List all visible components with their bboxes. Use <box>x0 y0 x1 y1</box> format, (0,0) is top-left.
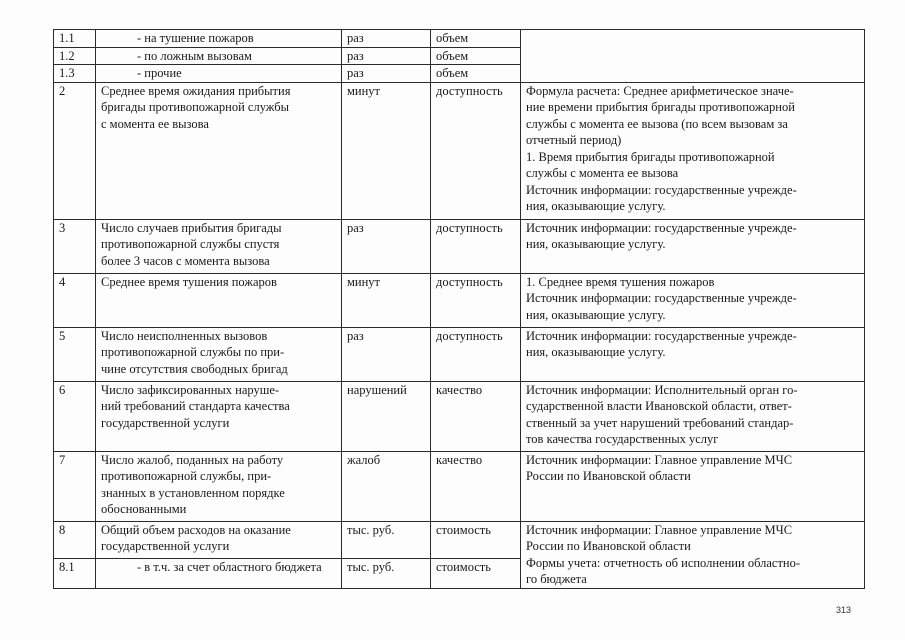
note-line: России по Ивановской области <box>526 539 691 553</box>
note-line: Источник информации: государственные учрежде- <box>526 220 797 235</box>
indicator-name-line: обоснованными <box>101 502 187 516</box>
unit-cell <box>342 47 431 65</box>
indicator-type-cell <box>431 47 521 65</box>
row-number: 4 <box>59 274 66 289</box>
note-cell <box>521 273 865 327</box>
table-row <box>54 327 865 381</box>
indicator-type-cell <box>431 381 521 451</box>
indicator-type-text: объем <box>436 31 469 45</box>
note-cell <box>521 521 865 588</box>
table-row <box>54 219 865 273</box>
row-number: 6 <box>59 382 66 397</box>
indicator-name-line: Среднее время тушения пожаров <box>101 274 277 289</box>
indicator-type-text: доступность <box>436 220 503 235</box>
indicator-name-line: Число случаев прибытия бригады <box>101 220 282 235</box>
row-number-cell <box>54 30 96 48</box>
unit-cell <box>342 558 431 588</box>
table-row <box>54 82 865 219</box>
indicator-type-cell <box>431 273 521 327</box>
indicator-type-text: стоимость <box>436 522 491 537</box>
note-line: тов качества государственных услуг <box>526 432 719 446</box>
note-line: го бюджета <box>526 572 587 586</box>
unit-text: раз <box>347 66 364 80</box>
row-number: 5 <box>59 328 66 343</box>
note-cell <box>521 327 865 381</box>
unit-text: минут <box>347 274 381 289</box>
row-number: 1.2 <box>59 48 75 63</box>
indicator-type-text: качество <box>436 452 483 467</box>
indicator-name-line: Число жалоб, поданных на работу <box>101 452 284 467</box>
indicator-name-line: более 3 часов с момента вызова <box>101 253 270 268</box>
indicator-name-line: Среднее время ожидания прибытия <box>101 83 291 98</box>
indicator-name-line: ний требований стандарта качества <box>101 399 290 413</box>
indicator-type-cell <box>431 219 521 273</box>
row-number-cell <box>54 65 96 83</box>
row-number-cell <box>54 219 96 273</box>
note-line: Источник информации: государственные учрежде- <box>526 182 797 197</box>
note-line: ния, оказывающие услугу. <box>526 199 666 213</box>
note-cell <box>521 82 865 219</box>
unit-text: тыс. руб. <box>347 522 395 537</box>
unit-text: жалоб <box>347 452 381 467</box>
row-number-cell <box>54 273 96 327</box>
indicator-type-text: качество <box>436 382 483 397</box>
indicator-name-line: Число зафиксированных наруше- <box>101 382 280 397</box>
unit-cell <box>342 65 431 83</box>
note-cell <box>521 219 865 273</box>
indicator-name-line: знанных в установленном порядке <box>101 485 285 500</box>
indicator-name-cell <box>96 273 342 327</box>
indicator-name-line: чине отсутствия свободных бригад <box>101 361 288 376</box>
unit-cell <box>342 381 431 451</box>
indicator-name-cell <box>96 327 342 381</box>
note-line: Формула расчета: Среднее арифметическое значе- <box>526 83 794 98</box>
indicator-name-line: бригады противопожарной службы <box>101 100 290 114</box>
unit-cell <box>342 451 431 521</box>
indicator-type-text: доступность <box>436 274 503 289</box>
indicator-name-cell <box>96 82 342 219</box>
indicator-name-line: - в т.ч. за счет областного бюджета <box>137 559 322 574</box>
unit-text: раз <box>347 48 364 63</box>
unit-text: раз <box>347 328 364 343</box>
row-number-cell <box>54 558 96 588</box>
table-row <box>54 273 865 327</box>
indicator-type-text: объем <box>436 66 469 80</box>
row-number-cell <box>54 451 96 521</box>
indicator-name-cell <box>96 451 342 521</box>
row-number: 7 <box>59 452 66 467</box>
indicator-name-line: противопожарной службы спустя <box>101 237 280 251</box>
row-number-cell <box>54 47 96 65</box>
note-line: сударственной власти Ивановской области, ответ- <box>526 399 792 413</box>
indicator-name-cell <box>96 47 342 65</box>
unit-text: нарушений <box>347 382 407 397</box>
indicator-type-text: доступность <box>436 83 503 98</box>
row-number: 1.3 <box>59 66 75 80</box>
row-number-cell <box>54 381 96 451</box>
note-line: ния, оказывающие услугу. <box>526 345 666 359</box>
indicator-type-cell <box>431 82 521 219</box>
unit-cell <box>342 219 431 273</box>
indicator-type-text: доступность <box>436 328 503 343</box>
row-number-cell <box>54 82 96 219</box>
unit-text: тыс. руб. <box>347 559 395 574</box>
note-line: службы с момента ее вызова <box>526 166 679 180</box>
row-number-cell <box>54 521 96 558</box>
row-number: 8.1 <box>59 559 75 574</box>
indicator-name-cell <box>96 219 342 273</box>
note-line: ния, оказывающие услугу. <box>526 307 666 322</box>
note-line: Источник информации: Исполнительный орган го- <box>526 382 798 397</box>
unit-cell <box>342 327 431 381</box>
unit-text: раз <box>347 220 364 235</box>
indicator-type-cell <box>431 65 521 83</box>
note-line: отчетный период) <box>526 133 622 147</box>
table-row <box>54 381 865 451</box>
note-line: Источник информации: Главное управление МЧС <box>526 522 793 537</box>
note-line: ственный за учет нарушений требований стандар- <box>526 415 794 430</box>
indicator-name-line: - по ложным вызовам <box>137 48 252 63</box>
note-cell <box>521 30 865 83</box>
table-row <box>54 521 865 558</box>
row-number: 3 <box>59 220 66 235</box>
row-number: 2 <box>59 83 66 98</box>
note-line: Формы учета: отчетность об исполнении областно- <box>526 555 801 570</box>
table-row <box>54 30 865 48</box>
note-line: Источник информации: Главное управление МЧС <box>526 452 793 467</box>
indicator-name-line: - прочие <box>137 66 182 80</box>
row-number: 8 <box>59 522 66 537</box>
indicator-name-line: противопожарной службы, при- <box>101 469 272 483</box>
unit-cell <box>342 273 431 327</box>
indicator-type-cell <box>431 451 521 521</box>
page-number: 313 <box>836 605 852 615</box>
indicator-name-line: - на тушение пожаров <box>137 31 254 45</box>
table-row <box>54 451 865 521</box>
note-cell <box>521 381 865 451</box>
note-line: Источник информации: государственные учрежде- <box>526 291 797 305</box>
indicator-name-line: государственной услуги <box>101 539 230 553</box>
indicator-name-cell <box>96 65 342 83</box>
row-number-cell <box>54 327 96 381</box>
indicator-name-cell <box>96 381 342 451</box>
note-cell <box>521 451 865 521</box>
unit-cell <box>342 82 431 219</box>
indicator-type-cell <box>431 30 521 48</box>
unit-text: раз <box>347 31 364 45</box>
indicator-type-text: объем <box>436 48 469 63</box>
unit-cell <box>342 521 431 558</box>
note-line: России по Ивановской области <box>526 469 691 483</box>
unit-text: минут <box>347 83 381 98</box>
indicator-name-cell <box>96 558 342 588</box>
indicator-name-line: государственной услуги <box>101 415 230 430</box>
indicator-name-line: Число неисполненных вызовов <box>101 328 268 343</box>
unit-cell <box>342 30 431 48</box>
indicator-name-line: противопожарной службы по при- <box>101 345 285 359</box>
row-number: 1.1 <box>59 31 75 45</box>
indicator-type-cell <box>431 327 521 381</box>
indicator-name-cell <box>96 30 342 48</box>
indicator-type-text: стоимость <box>436 559 491 574</box>
indicator-type-cell <box>431 558 521 588</box>
note-line: Источник информации: государственные учрежде- <box>526 328 797 343</box>
indicator-type-cell <box>431 521 521 558</box>
indicator-name-cell <box>96 521 342 558</box>
indicator-name-line: Общий объем расходов на оказание <box>101 522 291 537</box>
indicators-table <box>53 29 865 589</box>
note-line: 1. Время прибытия бригады противопожарной <box>526 149 775 164</box>
note-line: 1. Среднее время тушения пожаров <box>526 274 715 289</box>
indicator-name-line: с момента ее вызова <box>101 116 209 131</box>
note-line: службы с момента ее вызова (по всем вызовам за <box>526 116 788 131</box>
note-line: ния, оказывающие услугу. <box>526 237 666 251</box>
note-line: ние времени прибытия бригады противопожарной <box>526 100 795 114</box>
